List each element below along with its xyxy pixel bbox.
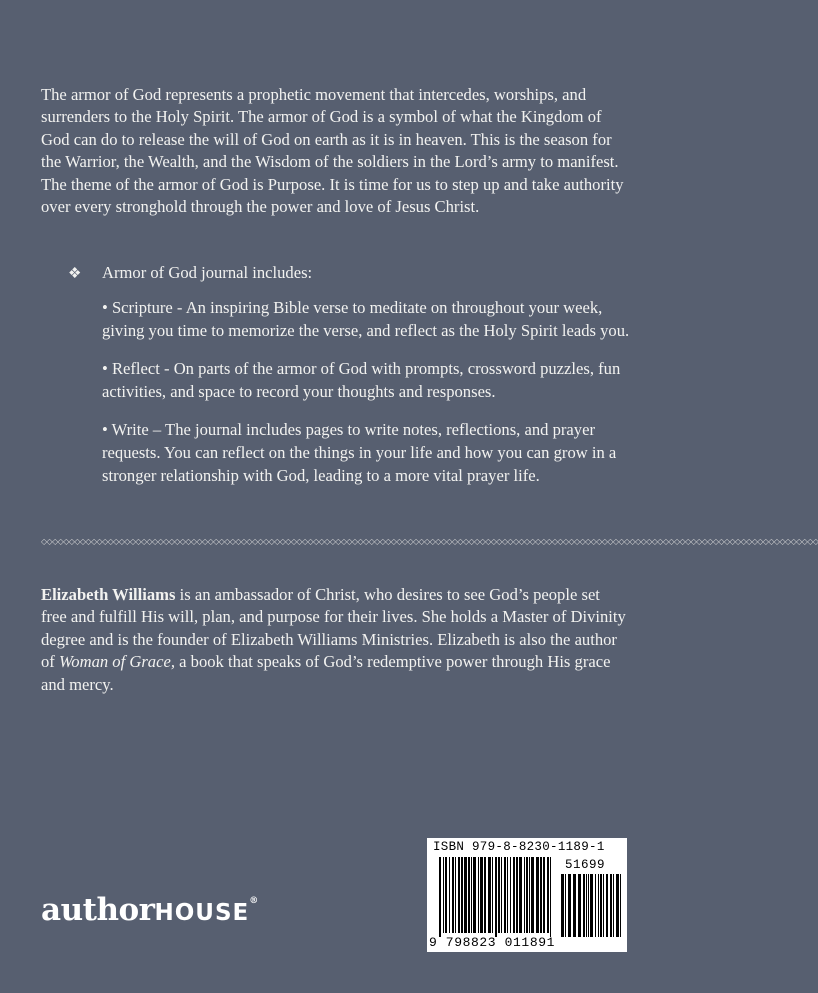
addon-bar (606, 874, 608, 937)
barcode-bar (464, 857, 467, 933)
barcode-bar (488, 857, 491, 933)
addon-bar (586, 874, 587, 937)
bio-text-2: a book that speaks of God’s redemptive power through His grace and mercy. (41, 652, 611, 694)
barcode-bar (540, 857, 542, 933)
ornamental-divider: ◇◇◇◇◇◇◇◇◇◇◇◇◇◇◇◇◇◇◇◇◇◇◇◇◇◇◇◇◇◇◇◇◇◇◇◇◇◇◇◇◇◇◇◇◇◇◇◇◇◇◇◇◇◇◇◇◇◇◇◇◇◇◇◇◇◇◇◇◇◇◇◇◇◇◇◇◇◇◇◇◇◇◇◇◇◇◇◇◇◇◇◇◇◇◇◇◇◇◇◇◇◇◇◇◇◇◇◇◇◇◇◇◇◇◇◇◇◇◇◇◇◇◇◇◇◇◇◇◇◇◇◇◇◇◇◇◇◇◇◇ (41, 537, 818, 546)
addon-bar (578, 874, 581, 937)
barcode-bar (501, 857, 502, 933)
barcode-bar (519, 857, 522, 933)
addon-number: 51699 (565, 858, 606, 872)
barcode-bar (536, 857, 539, 933)
addon-bar (561, 874, 564, 937)
addon-bar (603, 874, 604, 937)
addon-bar (620, 874, 621, 937)
addon-bar (598, 874, 599, 937)
addon-bar (565, 874, 566, 937)
barcode-bar (484, 857, 486, 933)
book-title: Woman of Grace, (58, 652, 175, 672)
intro-paragraph: The armor of God represents a prophetic movement that intercedes, worships, and surrenders to the Holy Spirit. The armor of God is a symbol of what the Kingdom of God can do to release the will of God on earth as it is in heaven. This is the season for the Warrior, the Wealth, and the Wisdom of the soldiers in the Lord’s army to manifest. The theme of the armor of God is Purpose. It is time for us to step up and take authority over every stronghold through the power and love of Jesus Christ. (41, 85, 624, 217)
logo-author: author (41, 892, 155, 928)
addon-bar (573, 874, 576, 937)
diamond-ornament-icon: ❖ (68, 266, 82, 282)
author-name: Elizabeth Williams (41, 585, 176, 604)
barcode-bar (504, 857, 506, 933)
feature-scripture: • Scripture - An inspiring Bible verse to meditate on throughout your week, giving you time to memorize the verse, and reflect as the Holy Spirit leads you. (102, 298, 630, 341)
addon-bar (590, 874, 593, 937)
barcode-bar (531, 857, 534, 933)
barcode-bar (480, 857, 483, 933)
barcode-bar (478, 857, 479, 933)
barcode-bar (507, 857, 508, 933)
addon-bar (588, 874, 589, 937)
addon-bar (568, 874, 571, 937)
addon-bar (613, 874, 614, 937)
isbn-barcode (427, 838, 627, 952)
feature-write: • Write – The journal includes pages to write notes, reflections, and prayer requests. You can reflect on the things in your life and how you can grow in a stronger relationship with God, leading to a more vital prayer life. (102, 419, 617, 486)
barcode-bar (449, 857, 450, 933)
barcode-bar (492, 857, 493, 933)
barcode-bar (550, 857, 551, 937)
barcode-bar (495, 857, 497, 937)
features-heading (68, 262, 312, 285)
barcode-bar (452, 857, 454, 933)
feature-reflect: • Reflect - On parts of the armor of God with prompts, crossword puzzles, fun activities, and space to record your thoughts and responses. (102, 358, 621, 402)
features-heading-text: Armor of God journal includes: (102, 263, 313, 282)
addon-bar (616, 874, 619, 937)
author-bio (41, 584, 626, 696)
barcode-bar (461, 857, 463, 933)
registered-mark: ® (249, 896, 258, 906)
addon-bar (610, 874, 612, 937)
barcode-bar (529, 857, 530, 933)
barcode-bar (458, 857, 460, 933)
barcode-bar (443, 857, 444, 933)
barcode-bar (547, 857, 549, 933)
barcode-bar (513, 857, 515, 933)
addon-bar (583, 874, 585, 937)
barcode-bar (524, 857, 525, 933)
barcode-bar (473, 857, 476, 933)
barcode-bar (471, 857, 472, 933)
bio-text-1: is an ambassador of Christ, who desires to see God’s people set free and fulfill His will, plan, and purpose for their lives. She holds a Master of Divinity degree and is the founder of Elizabeth Williams Ministries. Elizabeth is also the author of (41, 585, 626, 672)
features-list (102, 296, 632, 502)
barcode-bar (498, 857, 500, 933)
logo-house: HOUSE (154, 900, 250, 926)
barcode-bar (516, 857, 518, 933)
addon-bar (595, 874, 596, 937)
barcode-bar (510, 857, 511, 933)
publisher-logo (41, 892, 258, 928)
barcode-bar (526, 857, 528, 933)
barcode-digits: 9 798823 011891 (429, 935, 556, 950)
barcode-bar (445, 857, 447, 933)
barcode-bar (439, 857, 441, 937)
addon-bar (600, 874, 602, 937)
barcode-bar (468, 857, 470, 933)
isbn-label: ISBN 979-8-8230-1189-1 (433, 840, 605, 854)
barcode-bar (543, 857, 545, 933)
barcode-bar (455, 857, 456, 933)
